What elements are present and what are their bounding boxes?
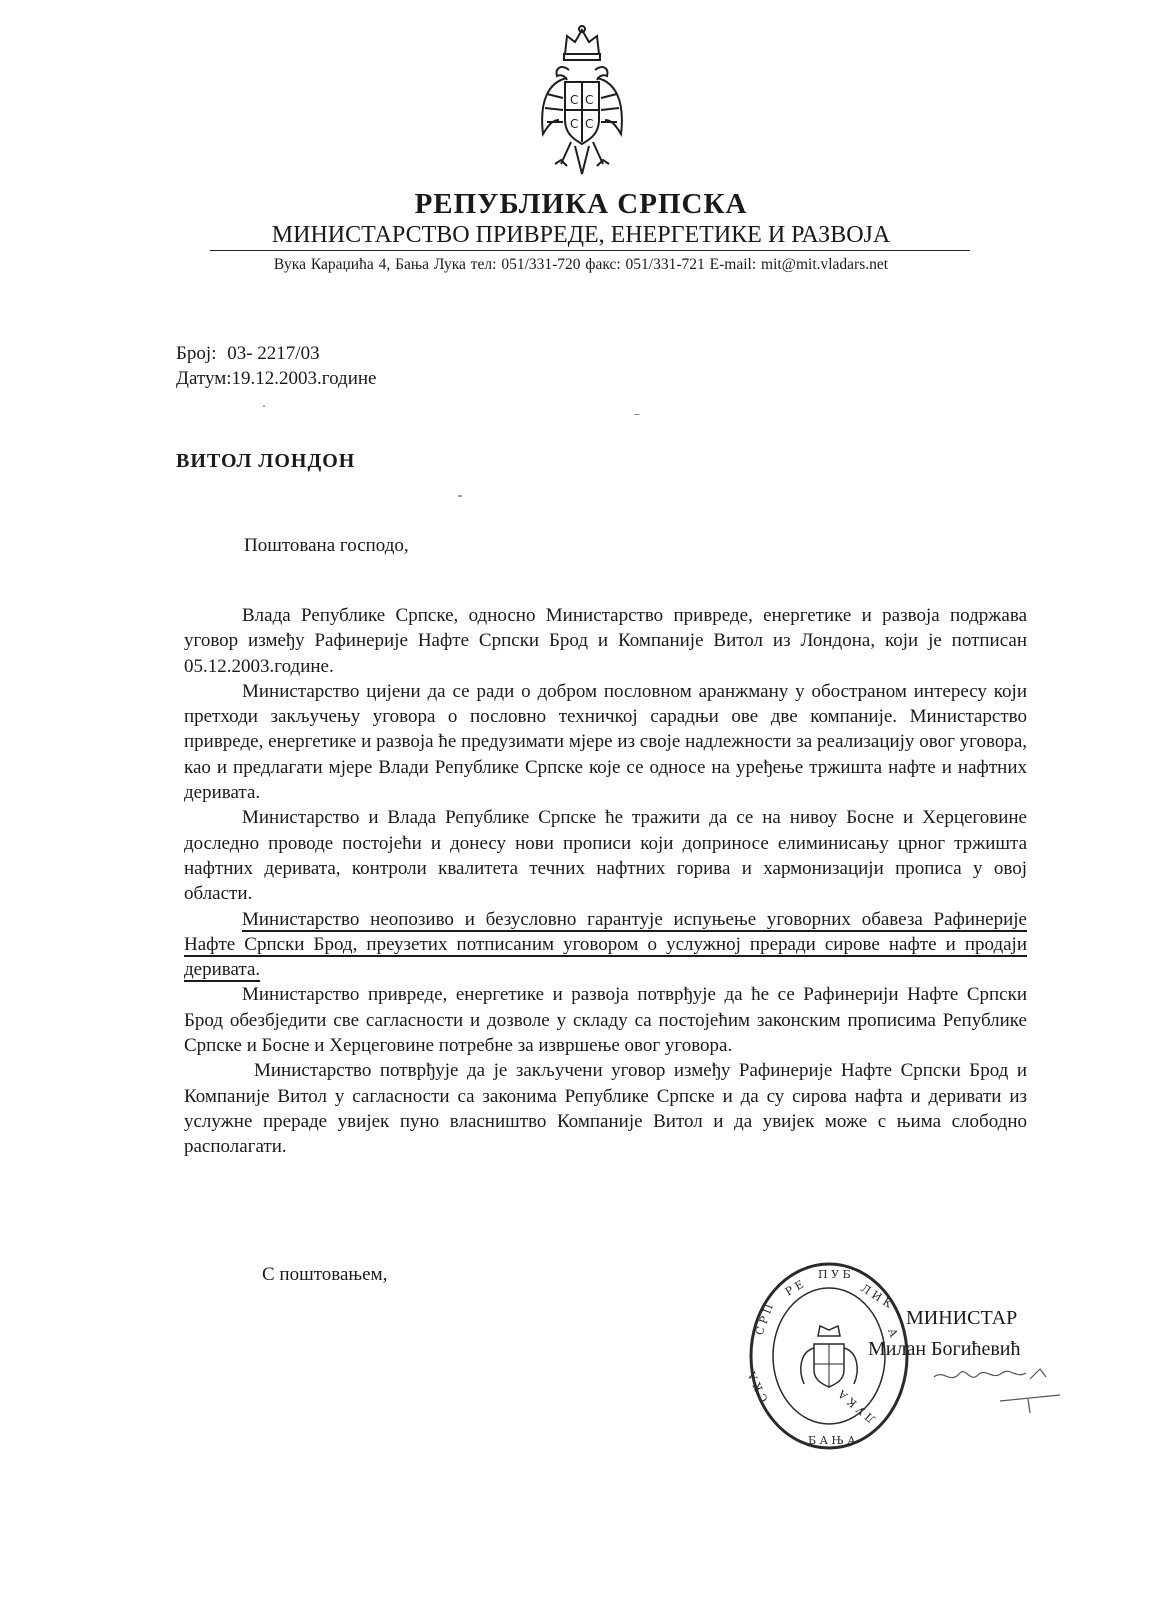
svg-text:Б А Њ А: Б А Њ А <box>808 1434 856 1447</box>
svg-text:С: С <box>585 93 594 107</box>
paragraph-2: Министарство цијени да се ради о добром пословном аранжману у обостраном интересу који претходи закључењу уговора о пословно техничкој сарадњи ове две компаније. Министарство привреде, енергетике и развоја ће предузимати мјере из своје надлежности за реализацију овог уговора, као и предлагати мјере Влади Републике Српске које се односе на уређење тржишта нафте и нафтних деривата. <box>184 680 1027 804</box>
coat-of-arms-icon <box>535 24 629 176</box>
reference-number: 03- 2217/03 <box>227 343 320 364</box>
svg-text:С: С <box>570 93 579 107</box>
reference-date-line <box>176 368 376 390</box>
svg-text:С: С <box>570 117 579 131</box>
recipient: ВИТОЛ ЛОНДОН <box>176 450 356 472</box>
svg-text:С Р П: С Р П <box>752 1302 776 1338</box>
minister-title: МИНИСТАР <box>906 1307 1018 1329</box>
signature-icon <box>930 1355 1070 1415</box>
ministry-address: Вука Караџића 4, Бања Лука тел: 051/331-720 факс: 051/331-721 E-mail: mit@mit.vladars.net <box>273 256 889 273</box>
letterhead-divider <box>210 250 970 251</box>
paragraph-6: Министарство потврђује да је закључени уговор између Рафинерије Нафте Српски Брод и Компаније Витол у сагласности са законима Републике Српске и да су сирова нафта и деривати из услужне прераде увијек пуно власништво Компаније Витол и да увијек може с њима слободно располагати. <box>184 1060 1027 1158</box>
paragraph-3: Министарство и Влада Републике Српске ће тражити да се на нивоу Босне и Херцеговине доследно проводе постојећи и донесу нови прописи који доприносе елиминисању црног тржишта нафтних деривата, контроли квалитета течних нафтних горива и хармонизацији прописа у овој области. <box>184 807 1027 905</box>
svg-text:П У Б: П У Б <box>818 1268 851 1281</box>
svg-text:Р Е: Р Е <box>783 1277 806 1299</box>
svg-text:А: А <box>885 1326 901 1339</box>
scan-speck <box>263 405 265 407</box>
state-name: РЕПУБЛИКА СРПСКА <box>414 188 748 220</box>
closing: С поштовањем, <box>262 1264 388 1285</box>
letter-body <box>184 603 1027 1160</box>
scan-speck <box>458 495 462 497</box>
reference-number-label: Број: <box>176 343 217 364</box>
scan-speck <box>634 414 640 415</box>
paragraph-1: Влада Републике Српске, односно Министарство привреде, енергетике и развоја подржава уговор између Рафинерије Нафте Српски Брод и Компаније Витол из Лондона, који је потписан 05.12.2003.године. <box>184 605 1027 677</box>
paragraph-4-guarantee: Министарство неопозиво и безусловно гарантује испуњење уговорних обавеза Рафинерије Нафте Српски Брод, преузетих потписаним уговором о услужној преради сирове нафте и продаји деривата. <box>184 908 1027 981</box>
svg-text:С К А: С К А <box>745 1369 771 1405</box>
svg-text:С: С <box>585 117 594 131</box>
svg-text:Л У К А: Л У К А <box>835 1387 878 1426</box>
paragraph-5: Министарство привреде, енергетике и развоја потврђује да ће се Рафинерији Нафте Српски Брод обезбједити све сагласности и дозволе у складу са постојећим законским прописима Републике Српске и Босне и Херцеговине потребне за извршење овог уговора. <box>184 984 1027 1057</box>
minister-name: Милан Богићевић <box>868 1338 1021 1360</box>
salutation: Поштована господо, <box>244 535 409 556</box>
reference-date-label: Датум: <box>176 368 232 389</box>
svg-text:Л И К: Л И К <box>858 1281 895 1311</box>
ministry-name: МИНИСТАРСТВО ПРИВРЕДЕ, ЕНЕРГЕТИКЕ И РАЗВОЈА <box>271 222 891 248</box>
reference-number-line <box>176 343 320 365</box>
reference-date: 19.12.2003.године <box>231 368 377 389</box>
